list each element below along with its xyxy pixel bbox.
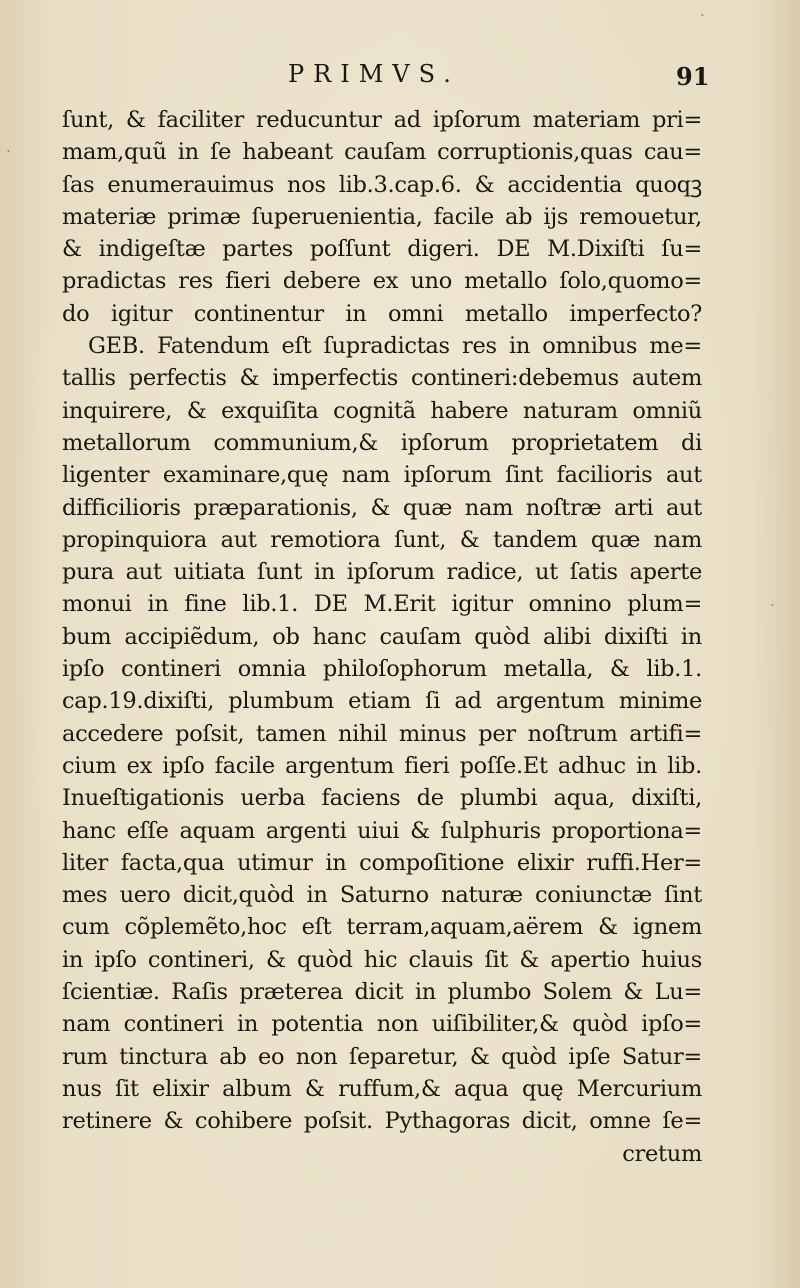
text-line: pura aut uitiata ſunt in ipſorum radice, ut ſatis aperte — [62, 559, 702, 586]
text-line: hanc eſſe aquam argenti uiui & ſulphuris proportiona= — [62, 817, 702, 844]
text-line: difficilioris præparationis, & quæ nam noſtræ arti aut — [62, 494, 702, 521]
catchword: cretum — [622, 1140, 702, 1167]
text-line: ſas enumerauimus nos lib.3.cap.6. & accidentia quoqꝫ — [62, 171, 702, 198]
text-line: cap.19.dixiſti, plumbum etiam ſi ad argentum minime — [62, 688, 702, 715]
text-line: & indigeſtæ partes poſſunt digeri. DE M.Dixiſti ſu= — [62, 236, 702, 263]
paper-speck: ⋅ — [6, 144, 11, 160]
text-line: propinquiora aut remotiora ſunt, & tandem quæ nam — [62, 526, 702, 553]
text-line: metallorum communium,& ipſorum proprietatem di — [62, 429, 702, 456]
text-line: inquirere, & exquiſita cognitã habere naturam omniũ — [62, 397, 702, 424]
text-line: accedere poſsit, tamen nihil minus per noſtrum artifi= — [62, 720, 702, 747]
text-line: ligenter examinare,quę nam ipſorum ſint facilioris aut — [62, 462, 702, 489]
text-line: ſunt, & faciliter reducuntur ad ipſorum materiam pri= — [62, 107, 702, 133]
text-line: ſcientiæ. Raſis præterea dicit in plumbo Solem & Lu= — [62, 979, 702, 1006]
paper-speck: ⋅ — [700, 8, 705, 24]
text-line: tallis perfectis & imperfectis contineri:debemus autem — [62, 365, 702, 392]
body-text — [62, 104, 702, 1170]
text-line: retinere & cohibere poſsit. Pythagoras dicit, omne ſe= — [62, 1108, 702, 1135]
text-line: mam,quũ in ſe habeant cauſam corruptionis,quas cau= — [62, 139, 702, 166]
text-line: Inueſtigationis uerba faciens de plumbi aqua, dixiſti, — [62, 785, 702, 812]
text-line: in ipſo contineri, & quòd hic clauis ſit & apertio huius — [62, 946, 702, 973]
text-line: nam contineri in potentia non uiſibiliter,& quòd ipſo= — [62, 1011, 702, 1038]
text-line: do igitur continentur in omni metallo imperfecto? — [62, 300, 702, 327]
text-line: monui in fine lib.1. DE M.Erit igitur omnino plum= — [62, 591, 702, 618]
text-line: materiæ primæ ſuperuenientia, facile ab ijs remouetur, — [62, 203, 702, 230]
running-head: PRIMVS. — [288, 60, 460, 88]
text-line: pradictas res fieri debere ex uno metallo ſolo,quomo= — [62, 268, 702, 295]
text-line: mes uero dicit,quòd in Saturno naturæ coniunctæ ſint — [62, 882, 702, 909]
text-line: cium ex ipſo facile argentum fieri poſſe.Et adhuc in lib. — [62, 752, 702, 779]
text-line: GEB. Fatendum eſt ſupradictas res in omnibus me= — [88, 333, 702, 360]
paper-speck: ⋅ — [770, 598, 775, 614]
text-line: rum tinctura ab eo non ſeparetur, & quòd ipſe Satur= — [62, 1043, 702, 1070]
page-header — [0, 60, 800, 92]
page-number: 91 — [676, 62, 710, 91]
text-line: nus ſit elixir album & ruffum,& aqua quę Mercurium — [62, 1075, 702, 1102]
text-line: bum accipiẽdum, ob hanc cauſam quòd alibi dixiſti in — [62, 623, 702, 650]
text-line: liter facta,qua utimur in compoſitione elixir ruffi.Her= — [62, 849, 702, 876]
text-line: ipſo contineri omnia philoſophorum metalla, & lib.1. — [62, 656, 702, 683]
text-line: cum cõplemẽto,hoc eſt terram,aquam,aërem & ignem — [62, 914, 702, 941]
